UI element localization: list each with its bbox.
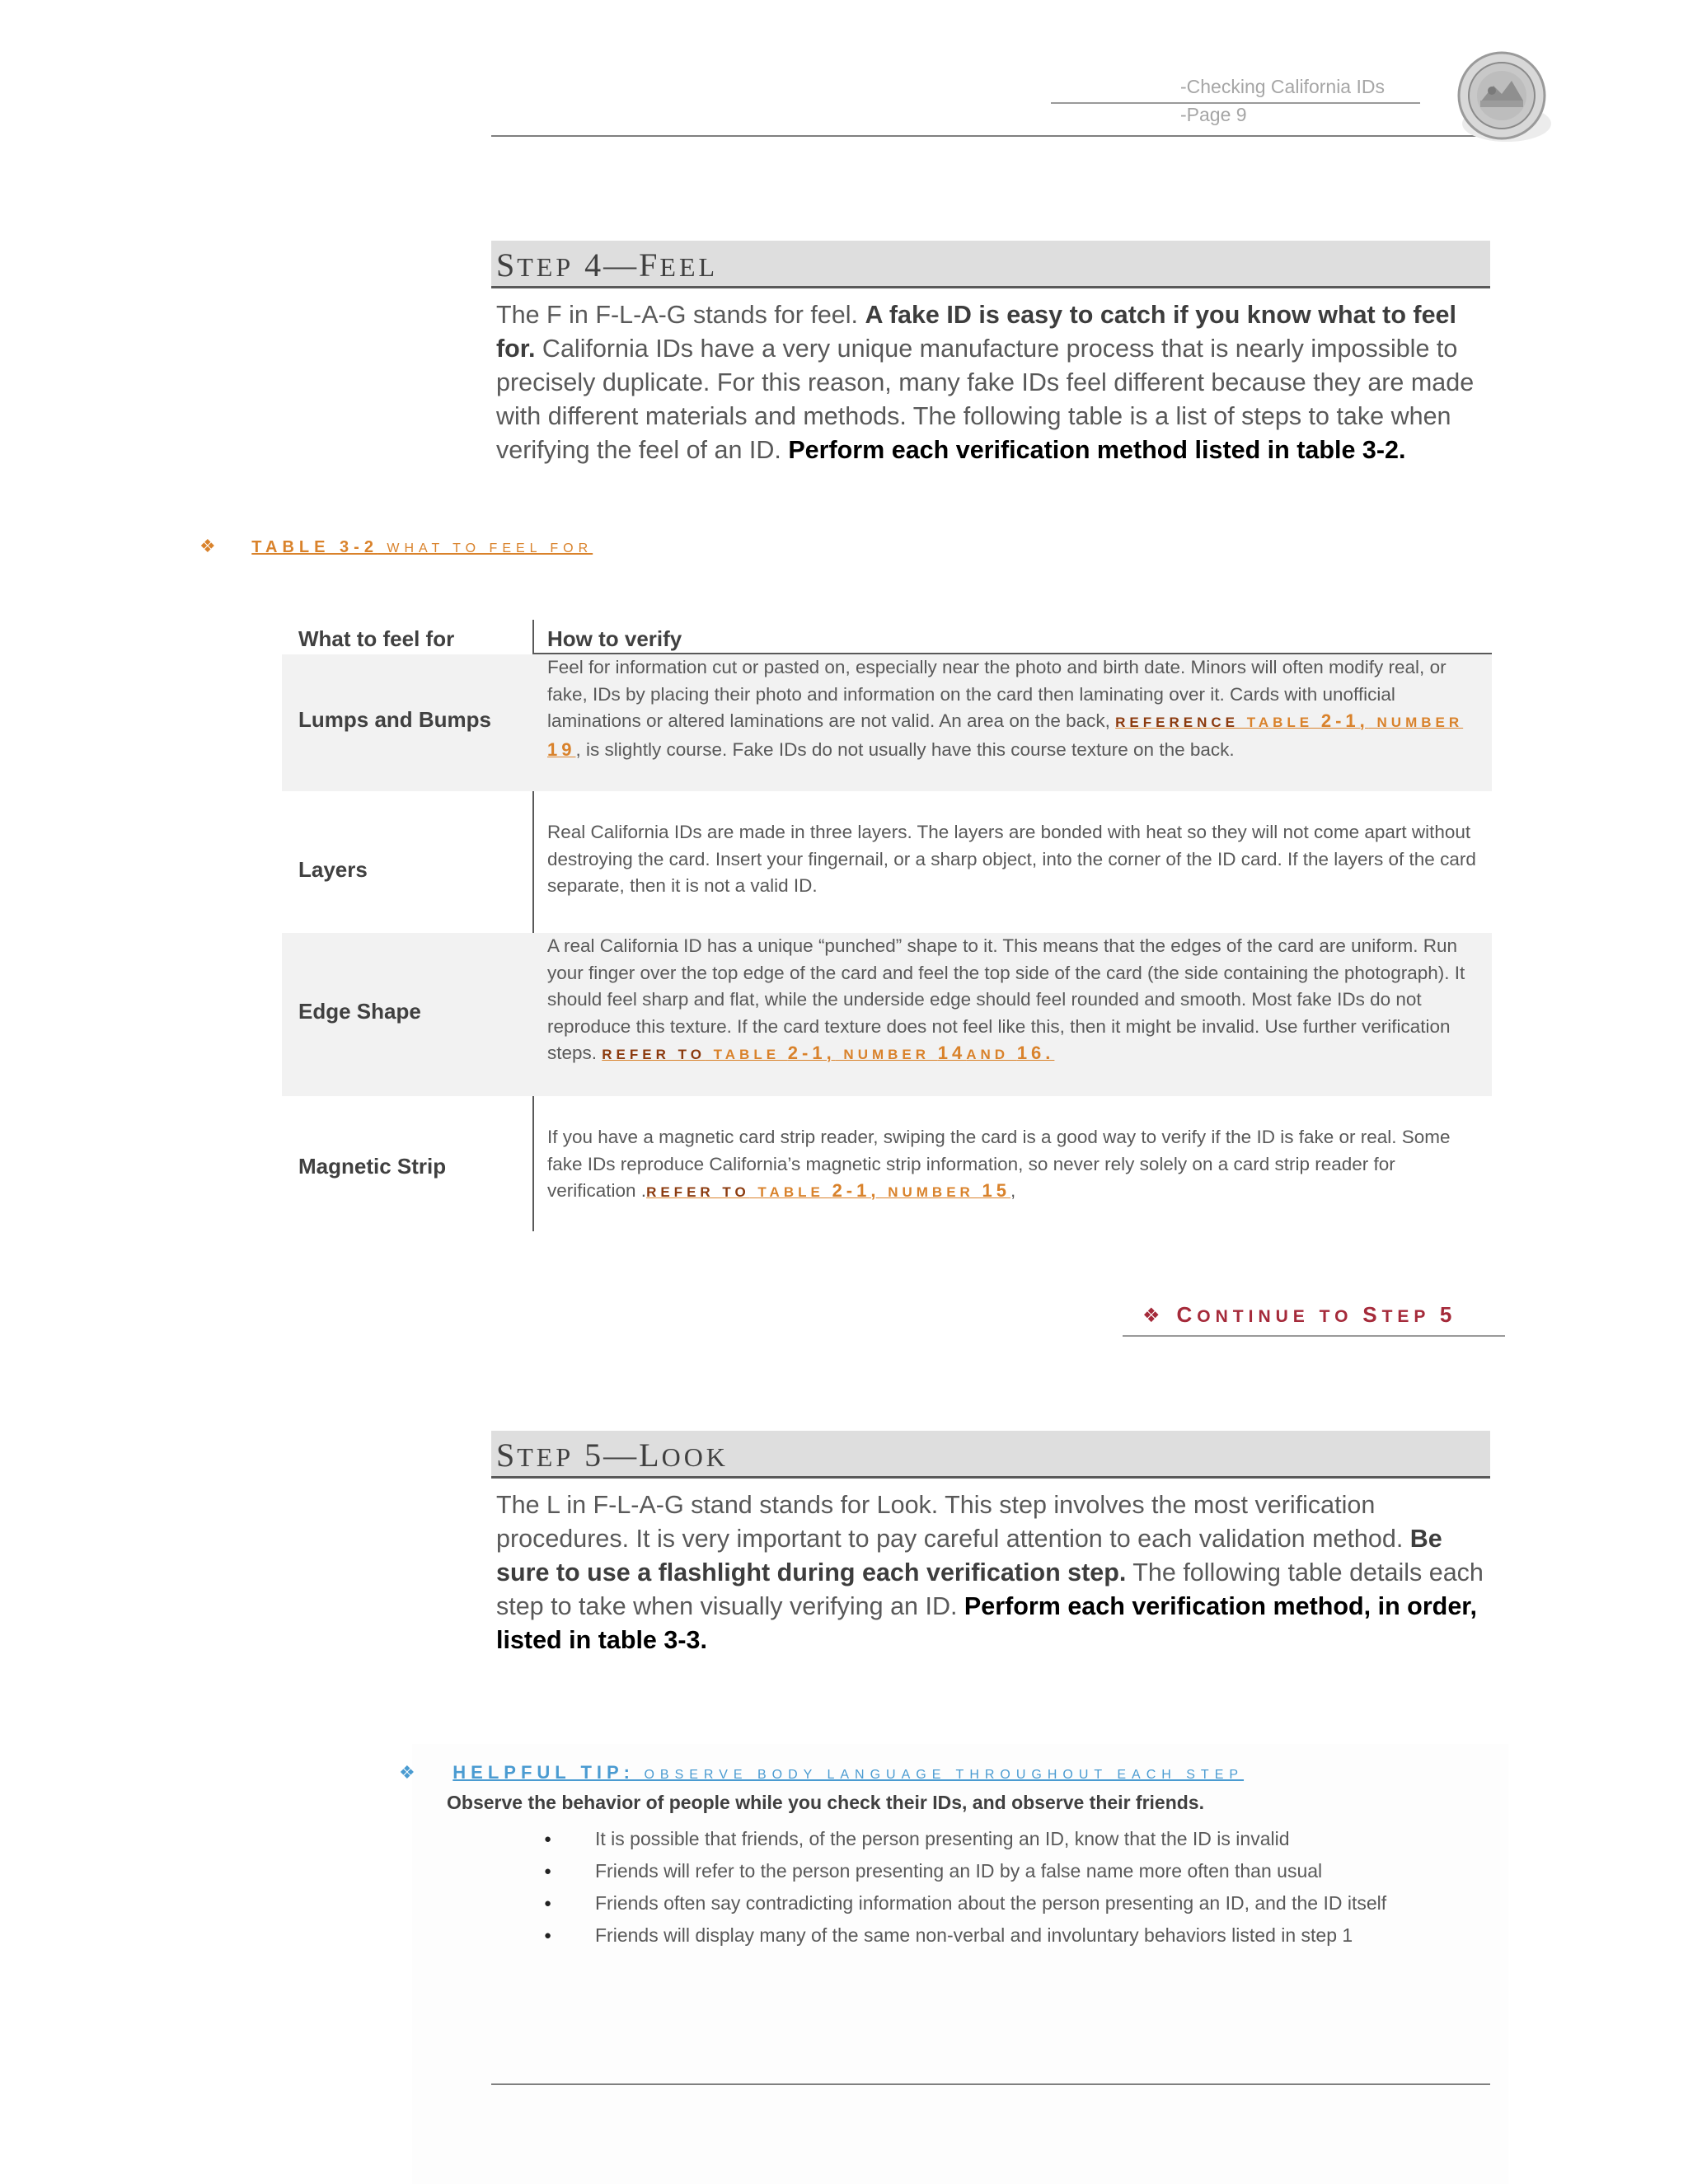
diamond-bullet-icon: ❖ (1142, 1305, 1160, 1327)
table-row (282, 1096, 1492, 1228)
reference-link[interactable]: REFERENCE TABLE 2-1, NUMBER 19 (547, 710, 1464, 760)
row-label: Edge Shape (298, 999, 421, 1024)
step-4-heading: STEP 4—FEEL (491, 241, 1490, 288)
list-item: ● Friends often say contradicting information about the person presenting an ID, and the ID itself (544, 1887, 1386, 1919)
row-description: Real California IDs are made in three layers. The layers are bonded with heat so they will not come apart without destroying the card. Insert your fingernail, or a sharp object, into the corner of the ID card. If the layers of the card separate, then it is not a valid ID. (547, 822, 1476, 896)
list-item: ● Friends will refer to the person presenting an ID by a false name more often than usual (544, 1855, 1386, 1887)
reference-link[interactable]: REFER TO TABLE 2-1, NUMBER 14AND 16. (602, 1043, 1055, 1063)
table-caption (199, 536, 593, 557)
list-item: ● Friends will display many of the same non-verbal and involuntary behaviors listed in step 1 (544, 1919, 1386, 1952)
state-seal-icon (1452, 48, 1558, 153)
header-title: -Checking California IDs (1180, 76, 1385, 97)
list-item: ● It is possible that friends, of the person presenting an ID, know that the ID is invalid (544, 1823, 1386, 1855)
table-row (282, 791, 1492, 933)
row-label: Magnetic Strip (298, 1154, 447, 1179)
table-3-2-link[interactable]: TABLE 3-2 WHAT TO FEEL FOR (251, 538, 593, 556)
row-description: If you have a magnetic card strip reader, swiping the card is a good way to verify if the ID is fake or real. Some fake IDs reproduce California’s magnetic strip information, so never rely solely on a card strip reader for verification .REFER TO TABLE 2-1, NUMBER 15, (547, 1127, 1451, 1201)
diamond-bullet-icon: ❖ (399, 1762, 415, 1783)
helpful-tip-heading (399, 1762, 1244, 1783)
reference-link[interactable]: REFER TO TABLE 2-1, NUMBER 15 (646, 1180, 1011, 1201)
row-description: A real California ID has a unique “punched” shape to it. This means that the edges of the card are uniform. Run your finger over the top edge of the card and feel the top side of the card (the side containing the photograph). It should feel sharp and flat, while the underside edge should feel rounded and smooth. Most fake IDs do not reproduce this texture. If the card texture does not feel like this, then it might be invalid. Use further verification steps. REFER TO TABLE 2-1, NUMBER 14AND 16. (547, 935, 1465, 1063)
diamond-bullet-icon: ❖ (199, 536, 216, 556)
header-page-number: -Page 9 (1180, 104, 1247, 125)
header-rule (491, 135, 1490, 137)
step-5-paragraph: The L in F-L-A-G stand stands for Look. This step involves the most verification procedures. It is very important to pay careful attention to each validation method. Be sure to use a flashlight during each verification step. The following table details each step to take when visually verifying an ID. Perform each verification method, in order, listed in table 3-3. (496, 1491, 1484, 1654)
helpful-tip-summary: Observe the behavior of people while you check their IDs, and observe their friends. (447, 1792, 1204, 1813)
footer-rule (491, 2083, 1490, 2085)
continue-to-step-5-link[interactable]: ❖ CONTINUE TO STEP 5 (1142, 1302, 1457, 1327)
column-header-what: What to feel for (298, 626, 455, 651)
table-row (282, 933, 1492, 1096)
continue-underline (1123, 1335, 1505, 1337)
helpful-tip-list (544, 1823, 1386, 1952)
row-label: Lumps and Bumps (298, 707, 492, 732)
step-5-heading: STEP 5—LOOK (491, 1431, 1490, 1479)
helpful-tip-link[interactable]: HELPFUL TIP: OBSERVE BODY LANGUAGE THROUGHOUT EACH STEP (452, 1762, 1245, 1783)
step-4-paragraph: The F in F-L-A-G stands for feel. A fake ID is easy to catch if you know what to feel for. California IDs have a very unique manufacture process that is nearly impossible to precisely duplicate. For this reason, many fake IDs feel different because they are made with different materials and methods. The following table is a list of steps to take when verifying the feel of an ID. Perform each verification method listed in table 3-2. (496, 301, 1475, 464)
row-label: Layers (298, 857, 368, 882)
table-row (282, 654, 1492, 791)
row-description: Feel for information cut or pasted on, especially near the photo and birth date. Minors will often modify real, or fake, IDs by placing their photo and information on the card then laminating over it. Cards with unofficial laminations or altered laminations are not valid. An area on the back, REFERENCE TABLE 2-1, NUMBER 19, is slightly course. Fake IDs do not usually have this course texture on the back. (547, 657, 1464, 760)
column-header-how: How to verify (547, 626, 682, 651)
